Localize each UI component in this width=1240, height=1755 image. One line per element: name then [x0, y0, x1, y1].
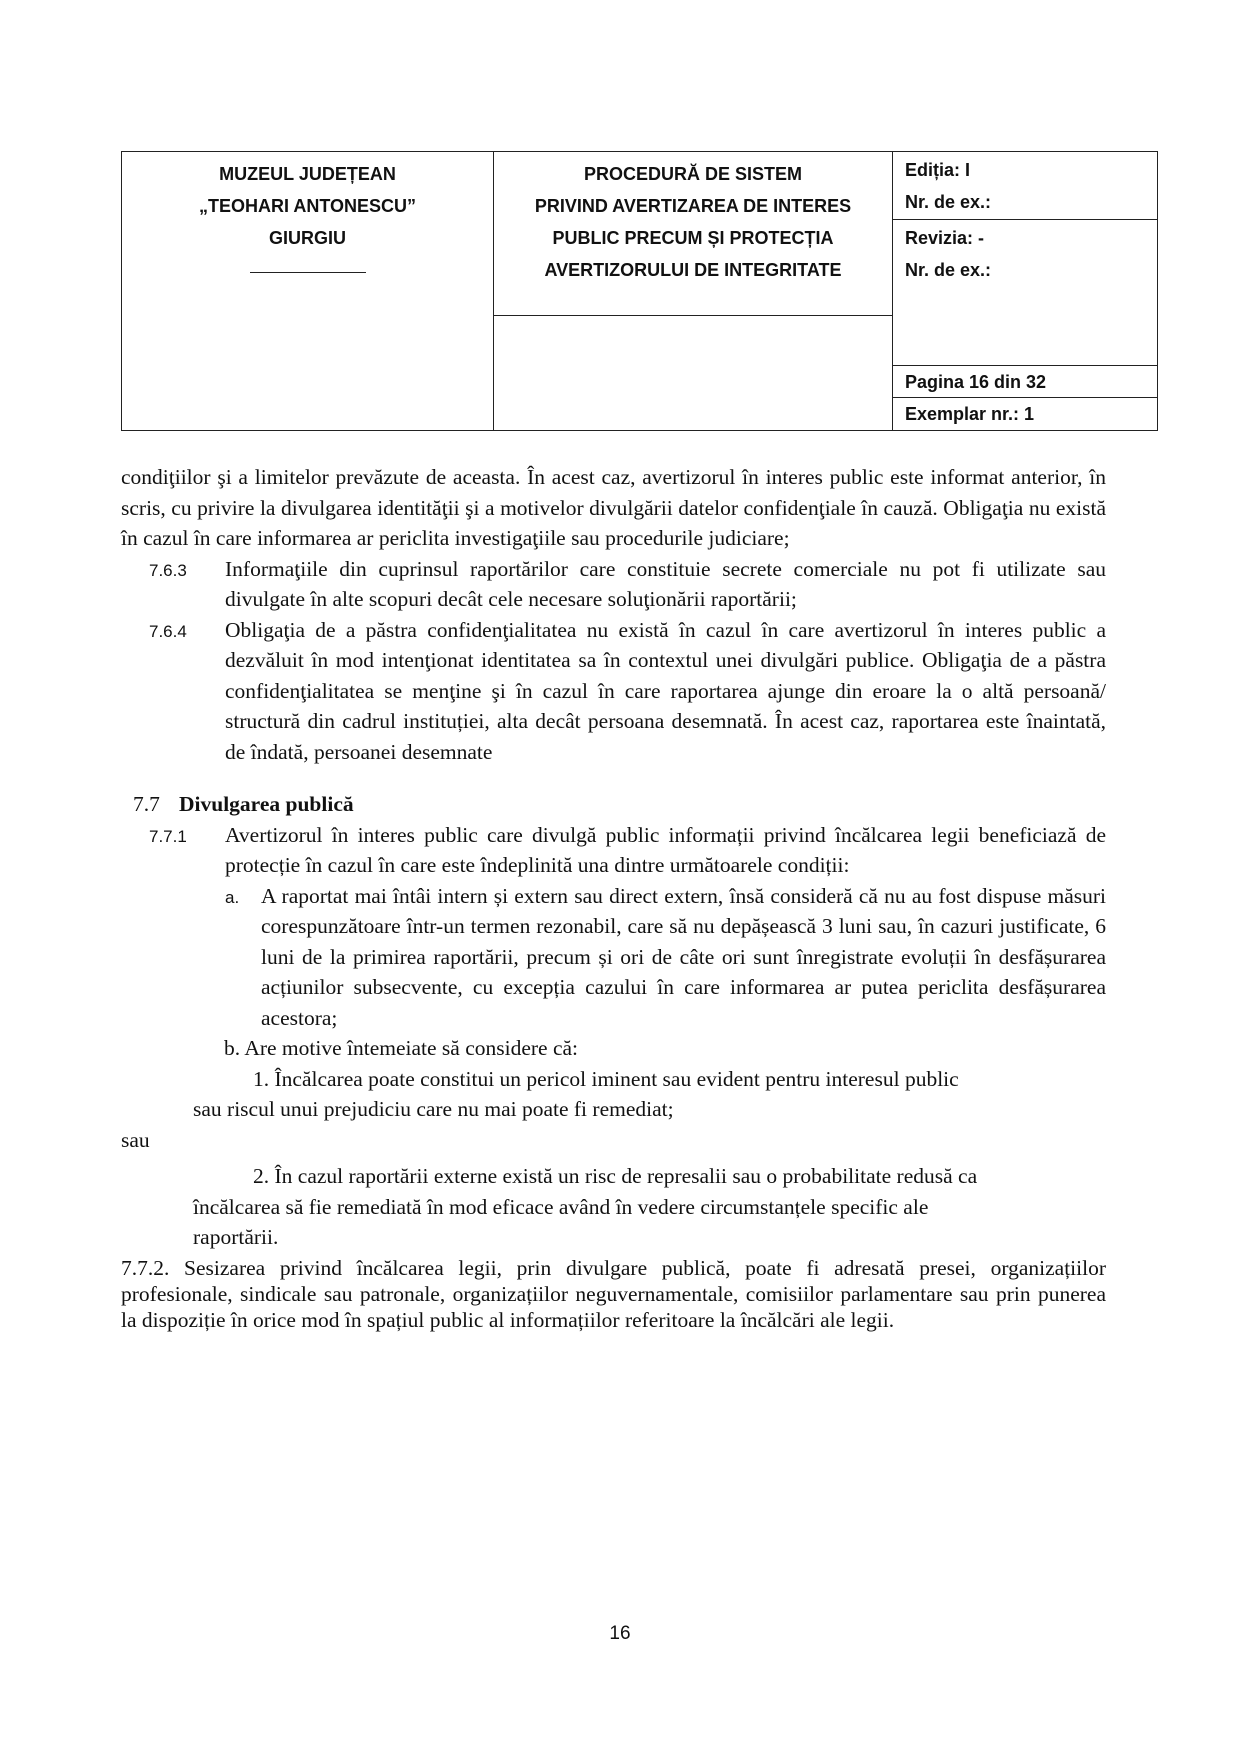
procedure-title-line-2: PRIVIND AVERTIZAREA DE INTERES	[534, 196, 852, 216]
clause-7-7-1	[149, 820, 1106, 881]
meta-cell	[893, 152, 1157, 430]
section-title: Divulgarea publică	[179, 792, 354, 816]
page-number: 16	[609, 1623, 631, 1644]
copies-label-1: Nr. de ex.:	[905, 192, 992, 212]
condition-b2-continued: încălcarea să fie remediată în mod eficace având în vedere circumstanțele specific ale raportării.	[193, 1194, 929, 1249]
clause-text: Avertizorul în interes public care divulgă public informații privind încălcarea legii beneficiază de protecție în cazul în care este îndeplinită una dintre următoarele condiții:	[225, 822, 1106, 877]
condition-b2-first: 2. În cazul raportării externe există un risc de represalii sau o probabilitate redusă ca	[253, 1164, 978, 1188]
edition-label: Ediția: I	[905, 160, 971, 180]
or-connector: sau	[121, 1127, 150, 1152]
clause-number: 7.6.4	[149, 621, 187, 641]
condition-label: a.	[225, 887, 240, 907]
condition-b1-continued: sau riscul unui prejudiciu care nu mai poate fi remediat;	[193, 1097, 674, 1121]
continuation-paragraph: condiţiilor şi a limitelor prevăzute de aceasta. În acest caz, avertizorul în interes public este informat anterior, în scris, cu privire la divulgarea identităţii şi a motivelor divulgării datelor confidenţiale în cauză. Obligaţia nu există în cazul în care informarea ar periclita investigaţiile sau procedurile judiciare;	[121, 465, 1106, 550]
revision-block	[893, 220, 1157, 366]
copies-label-2: Nr. de ex.:	[905, 260, 992, 280]
signature-rule	[250, 272, 366, 273]
clause-text: Obligaţia de a păstra confidenţialitatea nu există în cazul în care avertizorul în interes public a dezvăluit în mod intenţionat identitatea sa în contextul unei divulgări publice. Obligaţia de a păstra confidenţialitatea se menţine şi în cazul în care raportarea ajunge din eroare la o altă persoană/ structură din cadrul instituției, alta decât persoana desemnată. În acest caz, raportarea este înaintată, de îndată, persoanei desemnate	[225, 617, 1106, 764]
clause-number: 7.6.3	[149, 560, 187, 580]
copy-number: Exemplar nr.: 1	[905, 404, 1035, 424]
institution-cell	[122, 152, 494, 430]
clause-7-6-4	[149, 615, 1106, 768]
clause-number: 7.7.1	[149, 826, 187, 846]
document-body	[121, 462, 1106, 1333]
procedure-title	[494, 152, 892, 316]
clause-7-6-3	[149, 554, 1106, 615]
condition-b1-first: 1. Încălcarea poate constitui un pericol iminent sau evident pentru interesul public	[253, 1066, 959, 1091]
header-table	[121, 151, 1158, 431]
clause-text: Informaţiile din cuprinsul raportărilor care constituie secrete comerciale nu pot fi utilizate sau divulgate în alte scopuri decât cele necesare soluţionării raportării;	[225, 556, 1106, 611]
section-heading-7-7	[121, 789, 1106, 820]
institution-line-1: MUZEUL JUDEȚEAN	[219, 164, 396, 184]
section-number: 7.7	[133, 792, 160, 816]
condition-b: b. Are motive întemeiate să considere că:	[224, 1036, 579, 1060]
procedure-title-line-4: AVERTIZORULUI DE INTEGRITATE	[544, 260, 842, 280]
procedure-cell	[494, 152, 893, 430]
page-indicator: Pagina 16 din 32	[893, 366, 1157, 398]
procedure-title-line-3: PUBLIC PRECUM ȘI PROTECȚIA	[552, 228, 834, 248]
institution-line-3: GIURGIU	[268, 228, 346, 248]
institution-line-2: „TEOHARI ANTONESCU”	[198, 196, 416, 216]
condition-text: A raportat mai întâi intern și extern sau direct extern, însă consideră că nu au fost dispuse măsuri corespunzătoare într-un termen rezonabil, care să nu depășească 3 luni sau, în cazuri justificate, 6 luni de la primirea raportării, precum și ori de câte ori sunt înregistrate evoluții în desfășurarea acțiunilor subsecvente, cu excepția cazului în care informarea ar putea periclita desfășurarea acestora;	[261, 883, 1106, 1030]
revision-label: Revizia: -	[905, 228, 985, 248]
condition-a	[225, 881, 1106, 1034]
clause-7-7-2: 7.7.2. Sesizarea privind încălcarea legii, prin divulgare publică, poate fi adresată presei, organizațiilor profesionale, sindicale sau patronale, organizațiilor neguvernamentale, comisiilor parlamentare sau prin punerea la dispoziție în orice mod în spațiul public al informațiilor referitoare la încălcări ale legii.	[121, 1255, 1106, 1332]
edition-block	[893, 152, 1157, 220]
procedure-title-line-1: PROCEDURĂ DE SISTEM	[583, 164, 803, 184]
